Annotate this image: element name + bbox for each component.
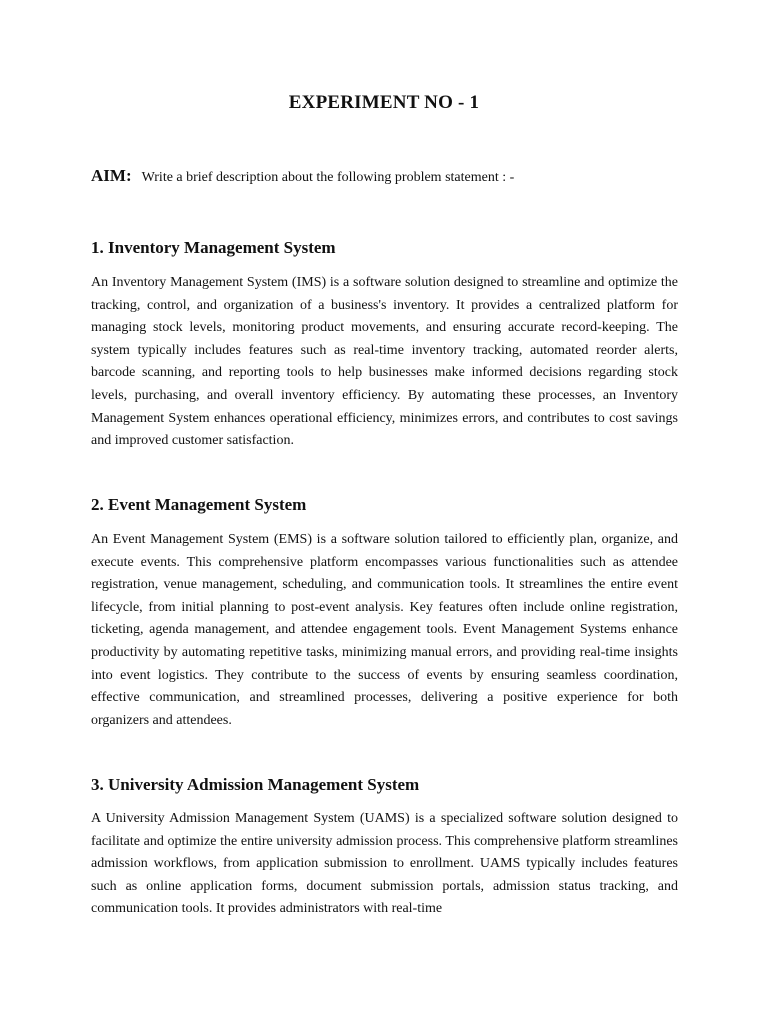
section-body-inventory: An Inventory Management System (IMS) is a software solution designed to streamline and optimize the tracking, control, and organization of a business's inventory. It provides a centralized platform for managing stock levels, monitoring product movements, and ensuring accurate record-keeping. The system typically includes features such as real-time inventory tracking, automated reorder alerts, barcode scanning, and reporting tools to help businesses make informed decisions regarding stock levels, purchasing, and overall inventory efficiency. By automating these processes, an Inventory Management System enhances operational efficiency, minimizes errors, and contributes to cost savings and improved customer satisfaction. (91, 275, 678, 449)
aim-text: Write a brief description about the following problem statement : - (141, 170, 515, 185)
section-heading-inventory: 1. Inventory Management System (91, 238, 336, 257)
aim-label: AIM: (91, 166, 132, 185)
section-heading-university-admission: 3. University Admission Management System (91, 775, 420, 794)
section-body-university-admission: A University Admission Management System (UAMS) is a specialized software solution designed to facilitate and optimize the entire university admission process. This comprehensive platform streamlines admission workflows, from application submission to enrollment. UAMS typically includes features such as online application forms, document submission portals, admission status tracking, and communication tools. It provides administrators with real-time (91, 811, 678, 917)
aim-statement (91, 166, 691, 186)
section-body-event: An Event Management System (EMS) is a software solution tailored to efficiently plan, organize, and execute events. This comprehensive platform encompasses various functionalities such as attendee registration, venue management, scheduling, and communication tools. It streamlines the entire event lifecycle, from initial planning to post-event analysis. Key features often include online registration, ticketing, agenda management, and attendee engagement tools. Event Management Systems enhance productivity by automating repetitive tasks, minimizing manual errors, and providing real-time insights into event logistics. They contribute to the success of events by ensuring seamless coordination, effective communication, and streamlined processes, delivering a positive experience for both organizers and attendees. (91, 532, 678, 728)
page-title: EXPERIMENT NO - 1 (288, 92, 480, 113)
section-heading-event: 2. Event Management System (91, 495, 307, 514)
